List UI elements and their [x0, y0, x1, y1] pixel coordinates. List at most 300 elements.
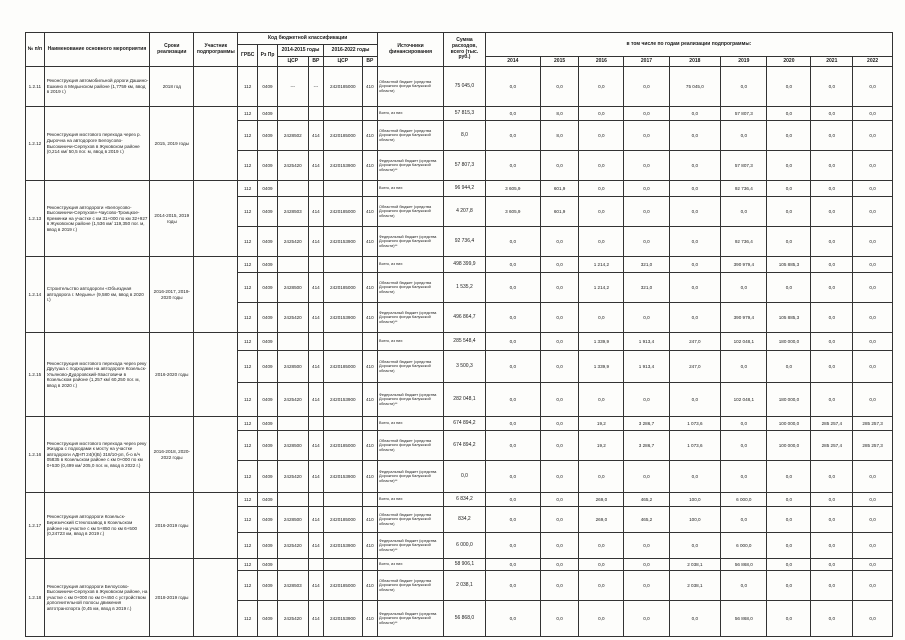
vr-b-cell: 410	[362, 303, 377, 333]
row-number: 1.2.11	[26, 67, 45, 107]
total-amount: 8,0	[444, 121, 486, 151]
year-amount: 0,0	[540, 431, 579, 461]
total-amount: 496 864,7	[444, 303, 486, 333]
csr-b-cell: 2420153900	[324, 533, 363, 559]
grbs-cell: 112	[238, 417, 258, 431]
csr-a-cell: 2425420	[277, 303, 308, 333]
funding-source: Федеральный бюджет (средства Дорожного фонда Калужской области)**	[378, 227, 444, 257]
year-amount: 0,0	[485, 351, 540, 383]
funding-source: Областной бюджет (средства Дорожного фонда Калужской области)	[378, 431, 444, 461]
total-amount: 96 944,2	[444, 181, 486, 197]
total-amount: 57 807,3	[444, 151, 486, 181]
vr-b-cell: 410	[362, 197, 377, 227]
grbs-cell: 112	[238, 67, 258, 107]
rzpr-cell: 0409	[258, 493, 278, 507]
year-amount: 6 000,0	[721, 533, 767, 559]
rzpr-cell: 0409	[258, 431, 278, 461]
year-amount: 0,0	[767, 227, 811, 257]
year-amount: 19,2	[579, 417, 624, 431]
year-amount: 601,9	[540, 181, 579, 197]
year-amount: 8,0	[540, 107, 579, 121]
year-amount: 247,0	[669, 333, 721, 351]
year-amount: 0,0	[669, 383, 721, 417]
grbs-cell: 112	[238, 493, 258, 507]
year-amount: 0,0	[853, 601, 893, 637]
year-amount: 0,0	[485, 493, 540, 507]
year-amount: 0,0	[767, 493, 811, 507]
grbs-cell: 112	[238, 107, 258, 121]
year-amount: 0,0	[853, 559, 893, 571]
csr-a-cell	[277, 417, 308, 431]
year-amount: 0,0	[811, 67, 853, 107]
year-amount: 0,0	[767, 273, 811, 303]
year-amount: 0,0	[811, 383, 853, 417]
rzpr-cell: 0409	[258, 351, 278, 383]
csr-b-cell	[324, 107, 363, 121]
year-amount: 0,0	[721, 67, 767, 107]
year-amount: 105 885,3	[767, 257, 811, 273]
table-row	[26, 493, 893, 507]
total-amount: 92 736,4	[444, 227, 486, 257]
year-amount: 0,0	[540, 227, 579, 257]
table-row	[26, 559, 893, 571]
csr-b-cell: 2420185000	[324, 571, 363, 601]
year-amount: 0,0	[811, 601, 853, 637]
csr-b-cell: 2420153900	[324, 303, 363, 333]
measure-terms: 2015, 2019 годы	[150, 107, 194, 181]
vr-b-cell: 410	[362, 383, 377, 417]
rzpr-cell: 0409	[258, 559, 278, 571]
year-amount: 0,0	[624, 107, 669, 121]
funding-source: Всего, из них:	[378, 107, 444, 121]
year-amount: 0,0	[669, 257, 721, 273]
year-amount: 3 286,7	[624, 417, 669, 431]
vr-b-cell: 410	[362, 273, 377, 303]
participant-cell	[194, 107, 238, 181]
total-amount: 56 868,0	[444, 601, 486, 637]
year-amount: 0,0	[811, 333, 853, 351]
rzpr-cell: 0409	[258, 257, 278, 273]
year-amount: 0,0	[540, 67, 579, 107]
year-amount: 56 868,0	[721, 559, 767, 571]
total-amount: 75 045,0	[444, 67, 486, 107]
participant-cell	[194, 417, 238, 493]
csr-b-header: ЦСР	[324, 57, 363, 67]
vr-b-cell: 410	[362, 507, 377, 533]
grbs-cell: 112	[238, 431, 258, 461]
period-b-header: 2016-2022 годы	[324, 45, 378, 57]
csr-b-cell	[324, 257, 363, 273]
csr-b-cell: 2420185000	[324, 273, 363, 303]
year-amount: 269,0	[579, 507, 624, 533]
csr-a-cell: 2428500	[277, 507, 308, 533]
total-amount: 4 207,8	[444, 197, 486, 227]
year-amount: 0,0	[853, 181, 893, 197]
year-amount: 0,0	[853, 571, 893, 601]
vr-b-cell	[362, 181, 377, 197]
year-amount: 0,0	[811, 303, 853, 333]
participant-cell	[194, 559, 238, 637]
table-row	[26, 417, 893, 431]
year-amount: 0,0	[485, 383, 540, 417]
rzpr-cell: 0409	[258, 461, 278, 493]
grbs-cell: 112	[238, 181, 258, 197]
grbs-cell: 112	[238, 151, 258, 181]
year-amount: 0,0	[624, 303, 669, 333]
year-amount: 0,0	[485, 273, 540, 303]
vr-a-cell	[308, 493, 323, 507]
vr-a-cell	[308, 107, 323, 121]
year-amount: 0,0	[579, 303, 624, 333]
vr-b-cell: 410	[362, 533, 377, 559]
row-number: 1.2.15	[26, 333, 45, 417]
period-a-header: 2014-2015 годы	[277, 45, 323, 57]
program-table	[25, 32, 893, 637]
csr-b-cell: 2420153900	[324, 227, 363, 257]
grbs-cell: 112	[238, 571, 258, 601]
vr-a-cell: 414	[308, 507, 323, 533]
year-amount: 0,0	[853, 533, 893, 559]
year-amount: 92 736,4	[721, 227, 767, 257]
measure-name: Строительство автодороги «Объездная автодорога г. Медынь» (9,580 км, ввод в 2020 г.)	[44, 257, 150, 333]
csr-a-header: ЦСР	[277, 57, 308, 67]
year-amount: 57 807,3	[721, 107, 767, 121]
table-header	[26, 33, 893, 67]
year-amount: 3 605,9	[485, 197, 540, 227]
year-amount: 180 000,0	[767, 333, 811, 351]
year-amount: 0,0	[540, 461, 579, 493]
measure-terms: 2016-2018, 2020-2022 годы	[150, 417, 194, 493]
year-amount: 321,0	[624, 273, 669, 303]
funding-source: Федеральный бюджет (средства Дорожного фонда Калужской области)**	[378, 601, 444, 637]
year-amount: 0,0	[811, 273, 853, 303]
year-amount: 0,0	[540, 571, 579, 601]
year-amount: 0,0	[669, 121, 721, 151]
total-amount: 57 815,3	[444, 107, 486, 121]
table-row	[26, 67, 893, 107]
year-amount: 0,0	[853, 333, 893, 351]
year-amount: 0,0	[811, 257, 853, 273]
year-amount: 0,0	[721, 461, 767, 493]
funding-source: Всего, из них:	[378, 333, 444, 351]
vr-b-cell: 410	[362, 151, 377, 181]
rzpr-cell: 0409	[258, 533, 278, 559]
year-amount: 0,0	[721, 121, 767, 151]
year-amount: 100 000,0	[767, 431, 811, 461]
total-amount: 1 535,2	[444, 273, 486, 303]
year-amount: 0,0	[811, 227, 853, 257]
vr-b-cell: 410	[362, 571, 377, 601]
year-amount: 0,0	[853, 303, 893, 333]
year-amount: 0,0	[540, 257, 579, 273]
year-amount: 0,0	[485, 333, 540, 351]
year-amount: 285 257,4	[811, 431, 853, 461]
measure-name: Реконструкция автодороги Козельск-Березичский Стеклозавод в Козельском районе на участке с км 5+850 по км 6+500 (0,24723 км, ввод в 2019 г.)	[44, 493, 150, 559]
year-amount: 0,0	[811, 571, 853, 601]
csr-a-cell	[277, 181, 308, 197]
year-amount: 0,0	[767, 559, 811, 571]
grbs-cell: 112	[238, 559, 258, 571]
col-budget-code-header: Код бюджетной классификации	[238, 33, 378, 45]
vr-a-cell: 414	[308, 273, 323, 303]
grbs-cell: 112	[238, 333, 258, 351]
year-amount: 0,0	[579, 151, 624, 181]
row-number: 1.2.12	[26, 107, 45, 181]
rzpr-cell: 0409	[258, 273, 278, 303]
csr-b-cell	[324, 493, 363, 507]
year-amount: 1 214,2	[579, 273, 624, 303]
year-amount: 0,0	[721, 417, 767, 431]
vr-a-header: ВР	[308, 57, 323, 67]
year-amount: 0,0	[485, 601, 540, 637]
vr-b-cell: 410	[362, 431, 377, 461]
grbs-cell: 112	[238, 461, 258, 493]
year-amount: 0,0	[721, 431, 767, 461]
rzpr-cell: 0409	[258, 181, 278, 197]
funding-source: Областной бюджет (средства Дорожного фонда Калужской области)	[378, 571, 444, 601]
year-amount: 0,0	[811, 461, 853, 493]
year-amount: 0,0	[485, 107, 540, 121]
col-name-header: Наименование основного мероприятия	[44, 33, 150, 67]
year-header: 2014	[485, 57, 540, 67]
year-amount: 0,0	[579, 107, 624, 121]
year-amount: 0,0	[485, 431, 540, 461]
vr-b-cell	[362, 417, 377, 431]
vr-a-cell: 414	[308, 571, 323, 601]
measure-name: Реконструкция мостового перехода через реку Жиздра с подходами к мосту на участке автодороги АДНП 24(К)Б) 318/10-рп, б-о в/ч 05835 в Козельском районе с км 0+000 по км 0+530 (0,499 км/ 205,0 пог. м, ввод в 2022 г.)	[44, 417, 150, 493]
total-amount: 285 548,4	[444, 333, 486, 351]
funding-source: Всего, из них:	[378, 493, 444, 507]
csr-a-cell: 2428503	[277, 197, 308, 227]
row-number: 1.2.14	[26, 257, 45, 333]
year-amount: 0,0	[669, 227, 721, 257]
year-amount: 0,0	[624, 571, 669, 601]
vr-a-cell	[308, 257, 323, 273]
vr-b-cell: 410	[362, 601, 377, 637]
csr-a-cell	[277, 333, 308, 351]
year-amount: 0,0	[540, 533, 579, 559]
year-amount: 0,0	[579, 197, 624, 227]
grbs-cell: 112	[238, 507, 258, 533]
year-amount: 6 000,0	[721, 493, 767, 507]
funding-source: Областной бюджет (средства Дорожного фонда Калужской области)	[378, 507, 444, 533]
year-amount: 0,0	[767, 507, 811, 533]
year-amount: 0,0	[540, 559, 579, 571]
year-amount: 0,0	[767, 461, 811, 493]
row-number: 1.2.18	[26, 559, 45, 637]
year-amount: 0,0	[579, 121, 624, 151]
total-amount: 3 500,3	[444, 351, 486, 383]
year-amount: 0,0	[767, 351, 811, 383]
year-amount: 0,0	[540, 383, 579, 417]
year-amount: 0,0	[540, 303, 579, 333]
participant-cell	[194, 333, 238, 417]
grbs-cell: 112	[238, 533, 258, 559]
year-amount: 102 048,1	[721, 383, 767, 417]
year-header: 2015	[540, 57, 579, 67]
year-amount: 0,0	[579, 601, 624, 637]
csr-a-cell	[277, 107, 308, 121]
funding-source: Всего, из них:	[378, 417, 444, 431]
year-amount: 0,0	[721, 351, 767, 383]
funding-source: Областной бюджет (средства Дорожного фонда Калужской области)	[378, 121, 444, 151]
col-years-title: в том числе по годам реализации подпрограммы:	[485, 33, 892, 57]
csr-b-cell: 2420185000	[324, 197, 363, 227]
year-amount: 0,0	[811, 181, 853, 197]
rzpr-cell: 0409	[258, 151, 278, 181]
year-amount: 0,0	[669, 461, 721, 493]
funding-source: Федеральный бюджет (средства Дорожного фонда Калужской области)**	[378, 303, 444, 333]
year-amount: 0,0	[853, 493, 893, 507]
year-amount: 0,0	[624, 533, 669, 559]
csr-a-cell	[277, 493, 308, 507]
year-amount: 0,0	[624, 121, 669, 151]
vr-b-cell: 410	[362, 121, 377, 151]
year-amount: 0,0	[669, 197, 721, 227]
year-amount: 0,0	[579, 383, 624, 417]
row-number: 1.2.16	[26, 417, 45, 493]
funding-source: Областной бюджет (средства Дорожного фонда Калужской области)	[378, 67, 444, 107]
vr-a-cell	[308, 333, 323, 351]
funding-source: Федеральный бюджет (средства Дорожного фонда Калужской области)**	[378, 151, 444, 181]
vr-a-cell: 414	[308, 533, 323, 559]
funding-source: Всего, из них:	[378, 181, 444, 197]
vr-b-cell: 410	[362, 461, 377, 493]
year-amount: 0,0	[853, 461, 893, 493]
year-amount: 0,0	[624, 197, 669, 227]
year-amount: 0,0	[811, 151, 853, 181]
row-number: 1.2.17	[26, 493, 45, 559]
vr-a-cell: 414	[308, 601, 323, 637]
col-sources-header: Источники финансирования	[378, 33, 444, 67]
year-amount: 0,0	[485, 257, 540, 273]
vr-a-cell	[308, 417, 323, 431]
vr-b-cell	[362, 333, 377, 351]
csr-a-cell: 2428500	[277, 273, 308, 303]
vr-a-cell: 414	[308, 351, 323, 383]
rzpr-cell: 0409	[258, 197, 278, 227]
year-amount: 0,0	[579, 227, 624, 257]
grbs-cell: 112	[238, 257, 258, 273]
year-amount: 0,0	[767, 181, 811, 197]
year-amount: 465,2	[624, 493, 669, 507]
year-amount: 0,0	[485, 507, 540, 533]
total-amount: 498 399,9	[444, 257, 486, 273]
year-amount: 0,0	[485, 417, 540, 431]
funding-source: Всего, из них:	[378, 257, 444, 273]
year-amount: 0,0	[540, 493, 579, 507]
year-amount: 92 736,4	[721, 181, 767, 197]
col-grbs-header: ГРБС	[238, 45, 258, 67]
csr-a-cell: 2425420	[277, 151, 308, 181]
year-amount: 0,0	[540, 273, 579, 303]
year-amount: 0,0	[624, 67, 669, 107]
measure-terms: 2018 год	[150, 67, 194, 107]
grbs-cell: 112	[238, 227, 258, 257]
year-amount: 19,2	[579, 431, 624, 461]
year-amount: 0,0	[624, 181, 669, 197]
year-amount: 601,9	[540, 197, 579, 227]
vr-b-cell	[362, 493, 377, 507]
csr-b-cell: 2420185000	[324, 121, 363, 151]
year-amount: 0,0	[767, 121, 811, 151]
rzpr-cell: 0409	[258, 383, 278, 417]
funding-source: Областной бюджет (средства Дорожного фонда Калужской области)	[378, 351, 444, 383]
year-amount: 0,0	[485, 571, 540, 601]
rzpr-cell: 0409	[258, 303, 278, 333]
funding-source: Областной бюджет (средства Дорожного фонда Калужской области)	[378, 197, 444, 227]
year-amount: 0,0	[767, 67, 811, 107]
vr-b-cell: 410	[362, 67, 377, 107]
year-amount: 0,0	[811, 493, 853, 507]
measure-terms: 2016-2020 годы	[150, 333, 194, 417]
vr-a-cell: 414	[308, 151, 323, 181]
year-amount: 0,0	[853, 351, 893, 383]
year-amount: 0,0	[669, 601, 721, 637]
measure-name: Реконструкция автодороги Белоусово-Высокиничи-Серпухов в Жуковском районе, на участке с км 0+000 по км 0+450 с устройством дополнительной полосы движения автотранспорта (0,45 км, ввод в 2019 г.)	[44, 559, 150, 637]
vr-a-cell: 414	[308, 197, 323, 227]
year-amount: 0,0	[721, 571, 767, 601]
csr-b-cell: 2420185000	[324, 431, 363, 461]
grbs-cell: 112	[238, 303, 258, 333]
csr-a-cell	[277, 257, 308, 273]
year-amount: 0,0	[579, 571, 624, 601]
year-amount: 285 257,4	[811, 417, 853, 431]
year-amount: 1 339,9	[579, 351, 624, 383]
year-header: 2018	[669, 57, 721, 67]
year-amount: 0,0	[669, 107, 721, 121]
year-amount: 57 807,3	[721, 151, 767, 181]
rzpr-cell: 0409	[258, 571, 278, 601]
vr-a-cell: 414	[308, 121, 323, 151]
year-amount: 0,0	[485, 67, 540, 107]
rzpr-cell: 0409	[258, 107, 278, 121]
year-amount: 0,0	[540, 333, 579, 351]
year-amount: 0,0	[540, 351, 579, 383]
year-amount: 0,0	[811, 197, 853, 227]
measure-terms: 2016-2019 годы	[150, 493, 194, 559]
year-amount: 285 257,3	[853, 417, 893, 431]
vr-a-cell: ---	[308, 67, 323, 107]
year-amount: 0,0	[485, 533, 540, 559]
csr-a-cell: 2425420	[277, 227, 308, 257]
year-amount: 0,0	[853, 121, 893, 151]
funding-source: Федеральный бюджет (средства Дорожного фонда Калужской области)**	[378, 383, 444, 417]
year-amount: 0,0	[721, 273, 767, 303]
year-amount: 0,0	[853, 197, 893, 227]
csr-b-cell	[324, 181, 363, 197]
rzpr-cell: 0409	[258, 417, 278, 431]
csr-a-cell: 2428502	[277, 121, 308, 151]
year-header: 2019	[721, 57, 767, 67]
total-amount: 674 894,2	[444, 431, 486, 461]
year-amount: 0,0	[540, 601, 579, 637]
measure-name: Реконструкция автомобильной дороги Дашино-Ешкино в Медынском районе (1,7759 км, ввод в 2019 г.)	[44, 67, 150, 107]
year-amount: 0,0	[811, 121, 853, 151]
table-row	[26, 107, 893, 121]
year-amount: 2 038,1	[669, 559, 721, 571]
year-amount: 1 913,4	[624, 333, 669, 351]
year-amount: 3 605,9	[485, 181, 540, 197]
year-header: 2017	[624, 57, 669, 67]
year-amount: 1 073,6	[669, 431, 721, 461]
participant-cell	[194, 493, 238, 559]
year-amount: 105 885,3	[767, 303, 811, 333]
year-header: 2016	[579, 57, 624, 67]
total-amount: 834,2	[444, 507, 486, 533]
year-amount: 0,0	[669, 303, 721, 333]
year-amount: 102 048,1	[721, 333, 767, 351]
